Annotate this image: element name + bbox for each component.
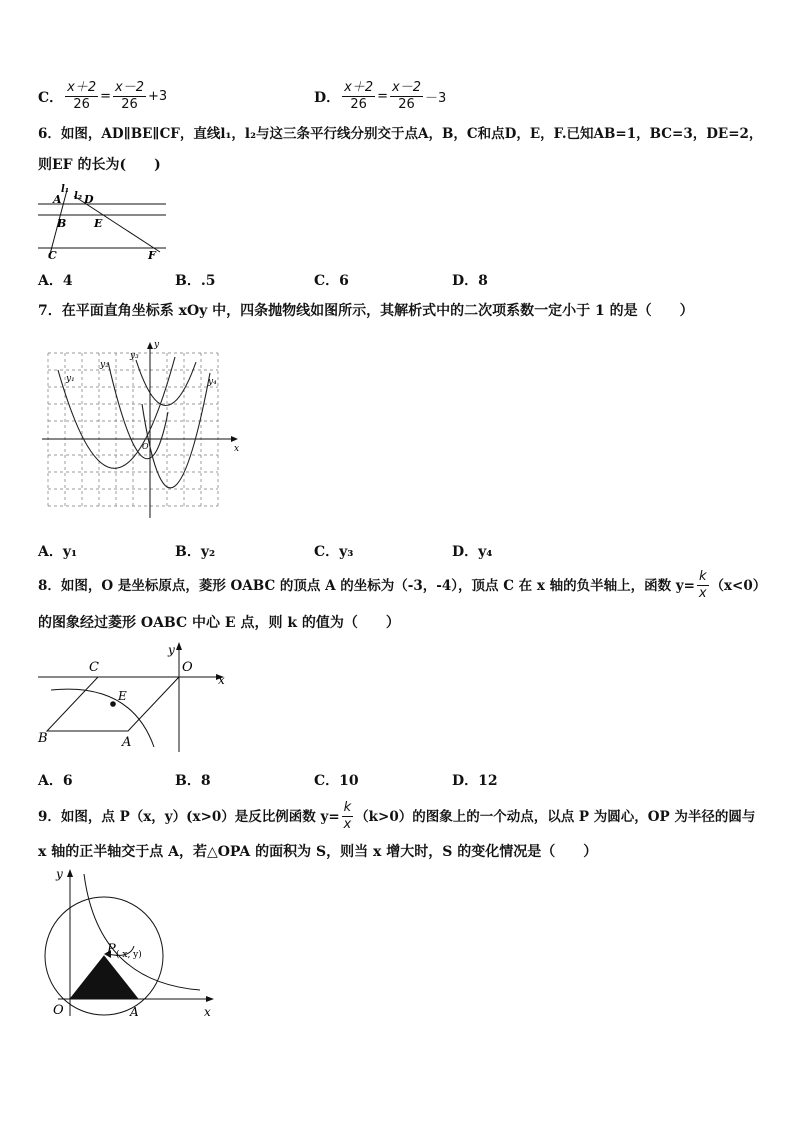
parabola-y3 (136, 360, 196, 406)
q6-stem-line1: 6．如图，AD∥BE∥CF，直线l₁，l₂与这三条平行线分别交于点A，B，C和点D，E，F.已知AB=1，BC=3，DE=2， (38, 126, 763, 142)
label-B: B (57, 217, 67, 230)
label-A: A (122, 735, 132, 750)
q8-option-c: C．10 (314, 773, 359, 789)
q7-option-b: B．y₂ (175, 544, 216, 560)
q8-option-d: D．12 (452, 773, 498, 789)
q6-figure (36, 182, 170, 260)
parabola-y4 (142, 373, 210, 488)
label-D: D (84, 193, 94, 206)
q8-figure (36, 642, 232, 757)
label-x: x (204, 1005, 211, 1019)
label-E: E (118, 689, 127, 703)
q9-stem-line1: 9．如图，点 P（x，y）(x>0）是反比例函数 y= $\frac{k}{x}$ （k>0）的图象上的一个动点，以点 P 为圆心，OP 为半径的圆与 (38, 800, 756, 832)
q7-option-a: A．y₁ (38, 544, 78, 560)
q8-option-b: B．8 (175, 773, 211, 789)
label-A: A (130, 1005, 139, 1019)
label-x: x (218, 673, 225, 687)
q8-stem-line2: 的图象经过菱形 OABC 中心 E 点，则 k 的值为（ ） (38, 615, 400, 631)
hyperbola-arc (51, 689, 154, 747)
q7-stem: 7．在平面直角坐标系 xOy 中，四条抛物线如图所示，其解析式中的二次项系数一定小于 1 的是（ ） (38, 303, 694, 319)
label-y: y (168, 643, 175, 657)
origin-label: O (142, 442, 149, 451)
label-P: P (107, 942, 116, 957)
fraction: $\frac{x+2}{26}$ (67, 80, 97, 112)
label-y1: y₁ (66, 374, 75, 384)
label-y4: y₄ (208, 377, 217, 387)
q8-stem-line1: 8．如图，O 是坐标原点，菱形 OABC 的顶点 A 的坐标为（-3，-4），顶点 C 在 x 轴的负半轴上，函数 y= $\frac{k}{x}$ （x<0） (38, 569, 767, 601)
q8-option-a: A．6 (38, 773, 73, 789)
q7-option-c: C．y₃ (314, 544, 354, 560)
q7-option-d: D．y₄ (452, 544, 493, 560)
q7-figure (38, 338, 244, 522)
fraction-k-over-x: $\frac{k}{x}$ (698, 569, 707, 601)
q5-option-c: C． $\frac{x+2}{26}$ = $\frac{x-2}{26}$ +3 (38, 80, 168, 112)
label-O: O (182, 660, 193, 675)
label-F: F (148, 249, 156, 260)
point-E (110, 701, 116, 707)
x-axis-label: x (234, 444, 240, 454)
q6-option-a: A．4 (38, 273, 73, 289)
fraction: $\frac{x-2}{26}$ (115, 80, 144, 112)
label-O: O (53, 1003, 64, 1018)
y-axis-label: y (154, 340, 160, 350)
q9-figure (38, 866, 222, 1022)
fraction: $\frac{x-2}{26}$ (392, 80, 421, 112)
fraction: $\frac{x+2}{26}$ (344, 80, 374, 112)
label-y3: y₃ (130, 351, 139, 361)
label-A: A (53, 193, 62, 206)
label-l1: l₁ (61, 184, 70, 195)
label-l2: l₂ (74, 191, 83, 202)
q6-option-b: B．.5 (175, 273, 216, 289)
fraction-k-over-x: $\frac{k}{x}$ (343, 800, 352, 832)
q6-stem-line2: 则EF 的长为( ) (38, 157, 161, 173)
label-C: C (89, 660, 99, 675)
label-y: y (56, 867, 63, 881)
parabola-y2 (108, 362, 168, 459)
triangle-OPA (70, 956, 138, 999)
parabola-y1 (58, 357, 175, 468)
label-C: C (48, 249, 57, 260)
q9-stem-line2: x 轴的正半轴交于点 A，若△OPA 的面积为 S，则当 x 增大时，S 的变化情况是（ ） (38, 844, 598, 860)
label-B: B (38, 731, 48, 746)
label-y2: y₂ (100, 360, 109, 370)
q6-option-d: D．8 (452, 273, 488, 289)
q5-option-d: D． $\frac{x+2}{26}$ = $\frac{x-2}{26}$ －3 (314, 80, 447, 112)
label-P-coord: ( x, y) (116, 950, 142, 960)
q6-option-c: C．6 (314, 273, 349, 289)
label-E: E (94, 217, 103, 230)
